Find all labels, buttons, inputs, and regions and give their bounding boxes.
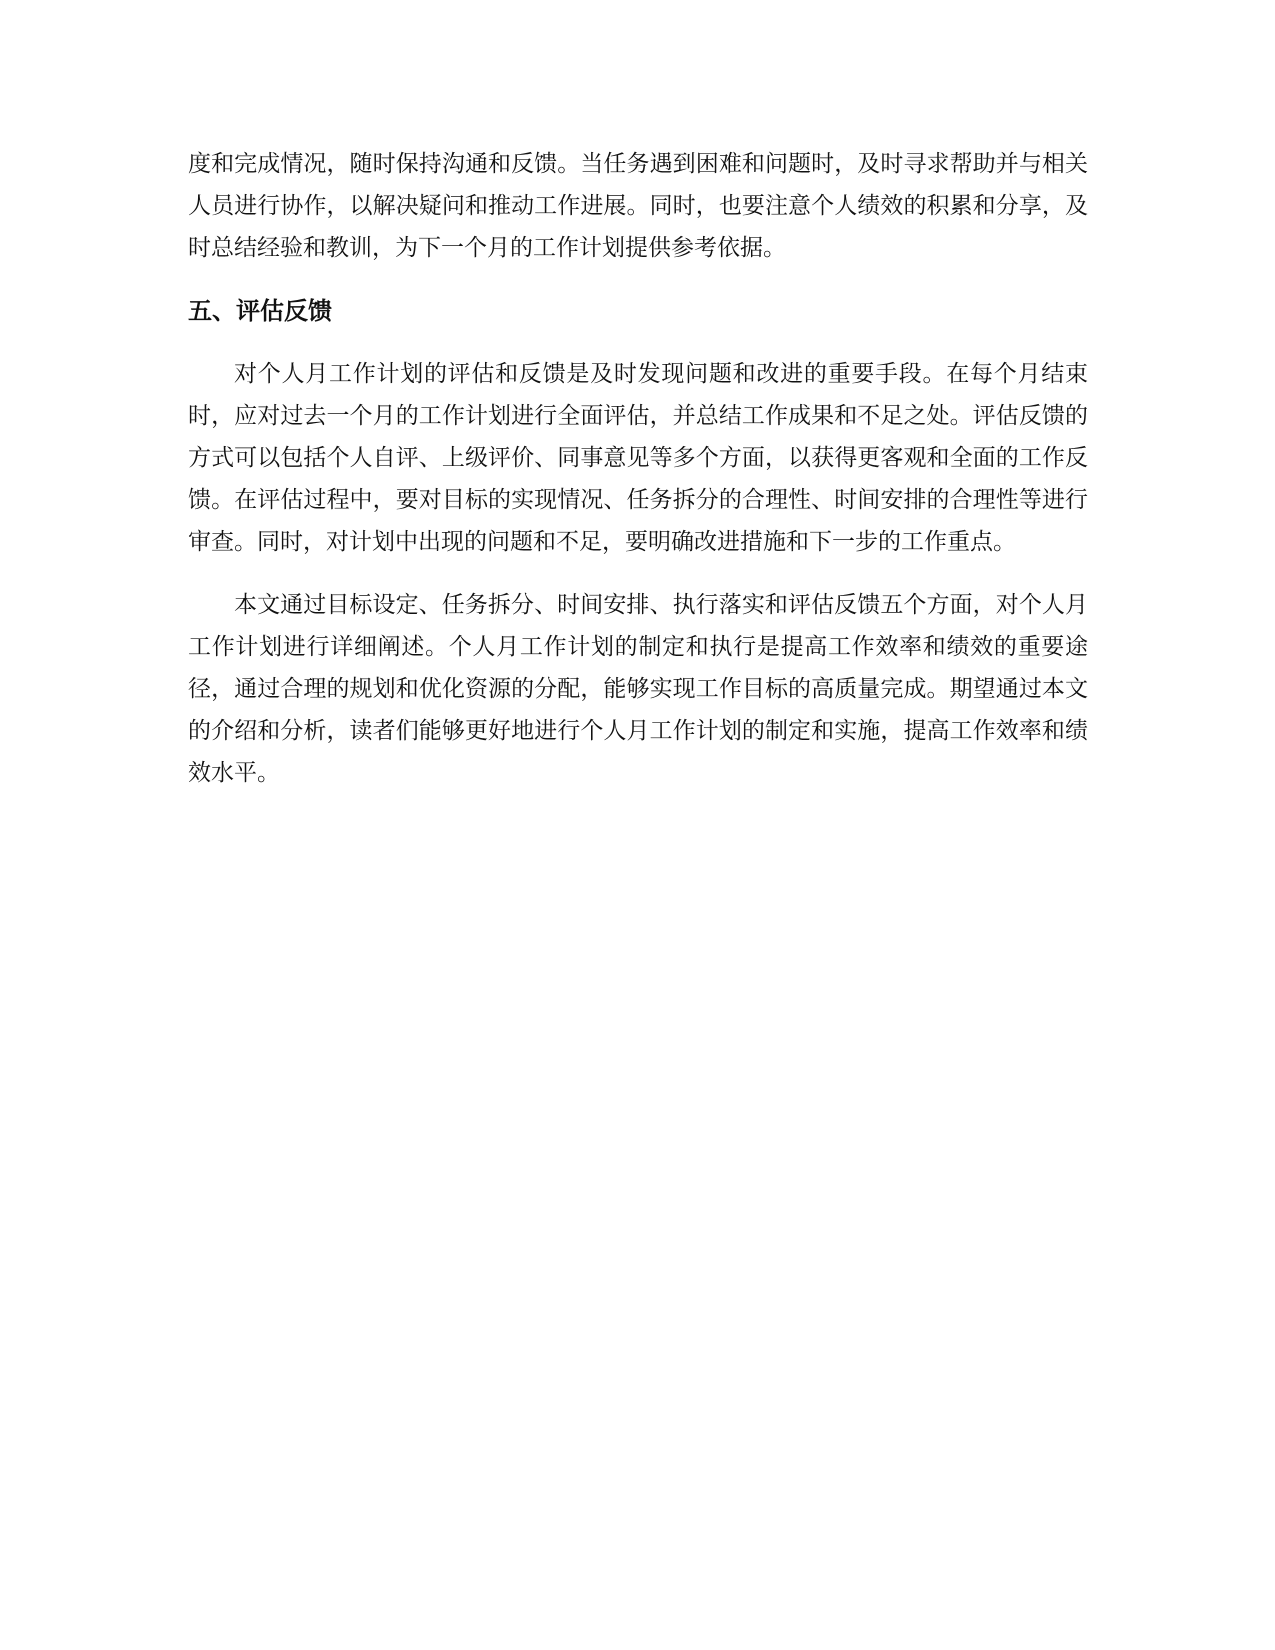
paragraph-conclusion: 本文通过目标设定、任务拆分、时间安排、执行落实和评估反馈五个方面，对个人月工作计划进行详细阐述。个人月工作计划的制定和执行是提高工作效率和绩效的重要途径，通过合理的规划和优化资源的分配，能够实现工作目标的高质量完成。期望通过本文的介绍和分析，读者们能够更好地进行个人月工作计划的制定和实施，提高工作效率和绩效水平。	[188, 592, 1088, 786]
document-body	[188, 143, 1088, 815]
paragraph-evaluation: 对个人月工作计划的评估和反馈是及时发现问题和改进的重要手段。在每个月结束时，应对过去一个月的工作计划进行全面评估，并总结工作成果和不足之处。评估反馈的方式可以包括个人自评、上级评价、同事意见等多个方面，以获得更客观和全面的工作反馈。在评估过程中，要对目标的实现情况、任务拆分的合理性、时间安排的合理性等进行审查。同时，对计划中出现的问题和不足，要明确改进措施和下一步的工作重点。	[188, 361, 1088, 555]
paragraph-continuation: 度和完成情况，随时保持沟通和反馈。当任务遇到困难和问题时，及时寻求帮助并与相关人员进行协作，以解决疑问和推动工作进展。同时，也要注意个人绩效的积累和分享，及时总结经验和教训，为下一个月的工作计划提供参考依据。	[188, 151, 1088, 261]
section-heading: 五、评估反馈	[188, 297, 332, 325]
